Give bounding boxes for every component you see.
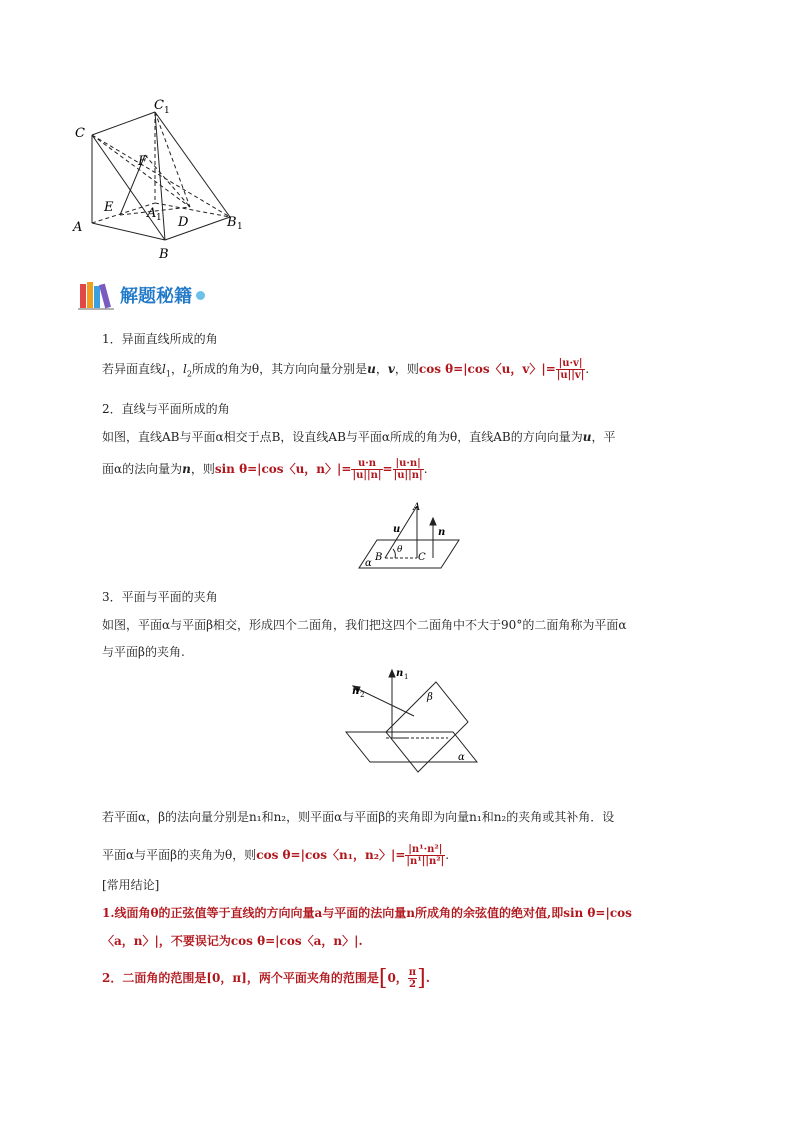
conclusion-heading: [常用结论] [102, 878, 160, 892]
s1-u: u [367, 362, 376, 376]
s1-sep: ， [170, 362, 183, 376]
s2-line1 [102, 428, 615, 445]
c2-fraction [408, 967, 417, 990]
s2-u: u [582, 430, 592, 444]
fig2-A: A [413, 502, 421, 513]
s1-den: |u||v| [556, 370, 585, 381]
line-plane-figure [355, 498, 465, 572]
s2-den2: |u||n| [393, 470, 423, 481]
s3b-num: |n¹·n²| [405, 844, 445, 856]
s2-line1-end: ，平 [591, 430, 616, 444]
label-C1: C [154, 98, 164, 113]
s2-fraction-1 [351, 458, 382, 481]
conclusion-2 [102, 966, 430, 991]
label-E: E [104, 200, 114, 215]
label-B1-sub: 1 [237, 222, 243, 232]
fig3-n1: n [396, 668, 404, 679]
s1-comma: ， [375, 362, 388, 376]
section-header [78, 280, 205, 310]
label-A1-sub: 1 [156, 213, 162, 223]
s3b-line1: 若平面α，β的法向量分别是n₁和n₂，则平面α与平面β的夹角即为向量n₁和n₂的夹角或其补角．设 [102, 810, 615, 824]
s3-line2: 与平面β的夹角. [102, 645, 185, 659]
s1-num: |u·v| [556, 358, 586, 370]
s2-den1: |u||n| [352, 470, 382, 481]
label-A: A [73, 220, 83, 235]
fig3-beta: β [427, 692, 433, 703]
label-B1: B [227, 215, 237, 230]
s1-heading: 1．异面直线所成的角 [102, 332, 218, 346]
s1-fraction [556, 358, 586, 381]
fig2-n: n [438, 527, 446, 538]
s1-l1: l [162, 362, 166, 376]
c2-end: . [425, 971, 430, 985]
c2-zero: 0， [387, 971, 408, 985]
s2-n: n [182, 462, 191, 476]
label-C1-sub: 1 [164, 106, 170, 116]
s1-l2-sub: 2 [186, 369, 192, 379]
s1-end: . [585, 362, 590, 376]
s2-line2 [102, 458, 428, 481]
label-D: D [178, 215, 189, 230]
fig3-n2: n [352, 686, 360, 697]
s3-heading: 3．平面与平面的夹角 [102, 590, 218, 604]
s3b-den: |n¹||n²| [406, 856, 445, 867]
s1-v: v [387, 362, 395, 376]
label-A1: A [147, 206, 157, 221]
s2-eq: = [382, 462, 393, 476]
s1-formula: cos θ=|cos〈u，v〉|= [418, 362, 556, 376]
fig3-alpha: α [458, 752, 465, 763]
s2-line1-text: 如图，直线AB与平面α相交于点B，设直线AB与平面α所成的角为θ，直线AB的方向向量为 [102, 430, 583, 444]
s3-line1: 如图，平面α与平面β相交，形成四个二面角，我们把这四个二面角中不大于90°的二面角称为平面α [102, 618, 627, 632]
c2-den: 2 [408, 979, 416, 990]
fig3-n2-sub: 2 [360, 691, 365, 699]
plane-plane-figure [340, 660, 485, 790]
s2-num1: u·n [351, 458, 382, 470]
s3b-line2 [102, 844, 449, 867]
s1-l2: l [182, 362, 187, 376]
conclusion-1-line1: 1.线面角θ的正弦值等于直线的方向向量a与平面的法向量n所成角的余弦值的绝对值,即sin θ=|cos [102, 906, 632, 920]
c2-right-bracket: ] [417, 966, 426, 991]
section-title: 解题秘籍 [120, 286, 192, 307]
fig2-alpha: α [365, 558, 372, 569]
fig2-C: C [418, 552, 426, 563]
label-F: F [138, 154, 148, 169]
label-C: C [75, 126, 85, 141]
c2-text: 2．二面角的范围是[0，π]，两个平面夹角的范围是 [102, 971, 379, 985]
s2-num2: |u·n| [393, 458, 424, 470]
s2-line2-b: ，则 [190, 462, 215, 476]
s2-fraction-2 [393, 458, 424, 481]
conclusion-1-line2: 〈a，n〉|，不要误记为cos θ=|cos〈a，n〉|. [102, 934, 363, 948]
title-dot [196, 291, 205, 300]
s2-line2-a: 面α的法向量为 [102, 462, 183, 476]
prism-figure [70, 95, 260, 270]
s3b-end: . [445, 848, 450, 862]
label-B: B [159, 247, 169, 262]
c2-num: π [408, 967, 417, 978]
s1-text-a: 若异面直线 [102, 362, 163, 376]
s1-l1-sub: 1 [165, 369, 171, 379]
s2-formula: sin θ=|cos〈u，n〉|= [214, 462, 352, 476]
s1-text-c: ，则 [394, 362, 419, 376]
s1-body [102, 358, 589, 381]
fig2-B: B [375, 552, 383, 563]
s2-heading: 2．直线与平面所成的角 [102, 402, 230, 416]
books-icon [78, 280, 116, 310]
fig2-theta: θ [397, 545, 403, 555]
s3b-fraction [405, 844, 445, 867]
fig2-u: u [393, 524, 401, 535]
s1-text-b: 所成的角为θ，其方向向量分别是 [191, 362, 368, 376]
s2-end: . [423, 462, 428, 476]
fig3-n1-sub: 1 [404, 673, 409, 681]
c2-left-bracket: [ [378, 966, 388, 991]
s3b-line2-a: 平面α与平面β的夹角为θ，则 [102, 848, 257, 862]
s3b-formula: cos θ=|cos〈n₁，n₂〉|= [256, 848, 406, 862]
